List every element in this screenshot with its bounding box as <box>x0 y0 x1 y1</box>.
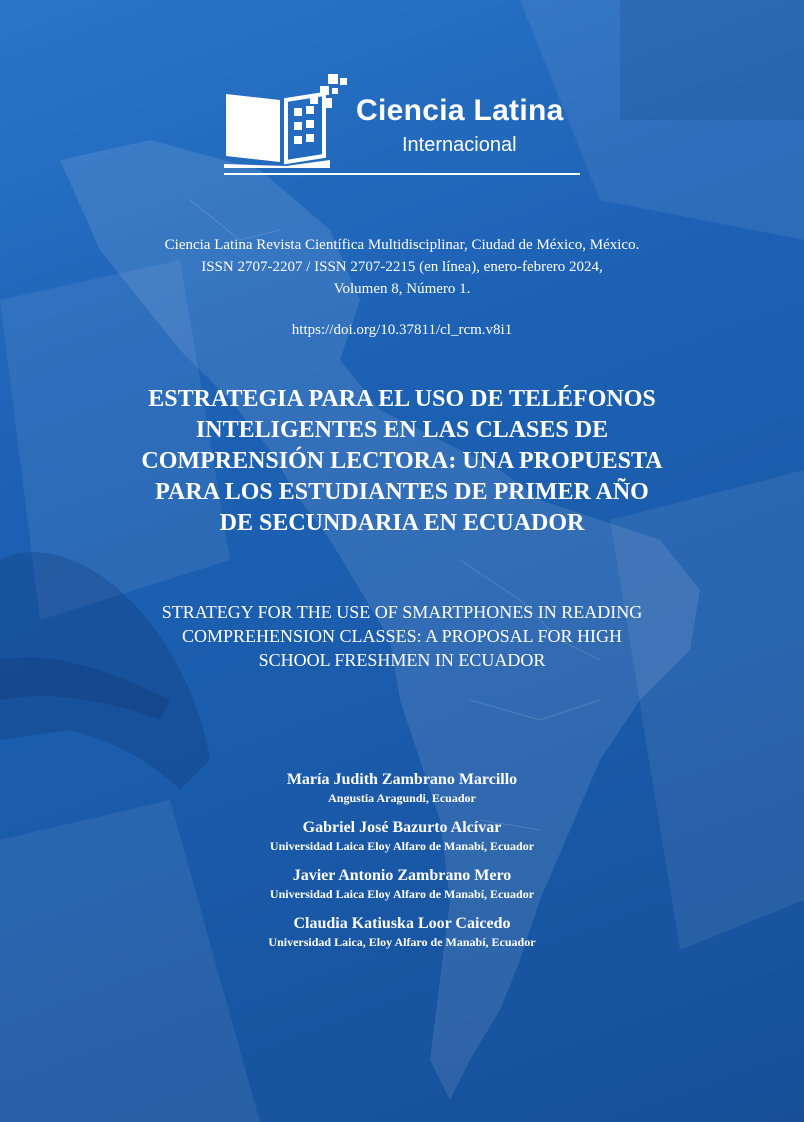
open-book-icon <box>224 72 354 168</box>
logo-title: Ciencia Latina <box>356 94 564 127</box>
author-affiliation: Universidad Laica Eloy Alfaro de Manabí, Ecuador <box>269 887 535 901</box>
journal-logo <box>224 72 584 182</box>
journal-info <box>60 234 744 300</box>
author-list <box>180 770 624 962</box>
author-entry <box>180 818 624 854</box>
author-name: María Judith Zambrano Marcillo <box>286 771 518 788</box>
doi-link[interactable]: https://doi.org/10.37811/cl_rcm.v8i1 <box>291 322 513 338</box>
author-entry <box>180 866 624 902</box>
title-en-line: COMPREHENSION CLASSES: A PROPOSAL FOR HIGH <box>182 626 622 646</box>
logo-divider <box>224 173 580 175</box>
journal-line-3: Volumen 8, Número 1. <box>333 281 471 297</box>
title-english <box>90 600 714 672</box>
author-affiliation: Universidad Laica Eloy Alfaro de Manabí, Ecuador <box>269 839 535 853</box>
author-name: Gabriel José Bazurto Alcívar <box>302 819 502 836</box>
title-es-line: PARA LOS ESTUDIANTES DE PRIMER AÑO <box>155 479 649 505</box>
author-affiliation: Universidad Laica, Eloy Alfaro de Manabí, Ecuador <box>268 935 536 949</box>
author-affiliation: Angustia Aragundi, Ecuador <box>328 791 476 805</box>
title-es-line: INTELIGENTES EN LAS CLASES DE <box>195 417 609 443</box>
title-es-line: ESTRATEGIA PARA EL USO DE TELÉFONOS <box>148 386 656 412</box>
title-spanish <box>80 384 724 539</box>
author-entry <box>180 770 624 806</box>
logo-subtitle: Internacional <box>402 134 517 156</box>
journal-line-2: ISSN 2707-2207 / ISSN 2707-2215 (en línea), enero-febrero 2024, <box>201 259 603 275</box>
journal-line-1: Ciencia Latina Revista Científica Multidisciplinar, Ciudad de México, México. <box>164 237 640 253</box>
title-es-line: COMPRENSIÓN LECTORA: UNA PROPUESTA <box>141 448 663 474</box>
title-en-line: SCHOOL FRESHMEN IN ECUADOR <box>258 650 546 670</box>
title-es-line: DE SECUNDARIA EN ECUADOR <box>219 510 585 536</box>
title-en-line: STRATEGY FOR THE USE OF SMARTPHONES IN READING <box>161 602 643 622</box>
author-name: Javier Antonio Zambrano Mero <box>292 867 512 884</box>
author-name: Claudia Katiuska Loor Caicedo <box>293 915 511 932</box>
author-entry <box>180 914 624 950</box>
